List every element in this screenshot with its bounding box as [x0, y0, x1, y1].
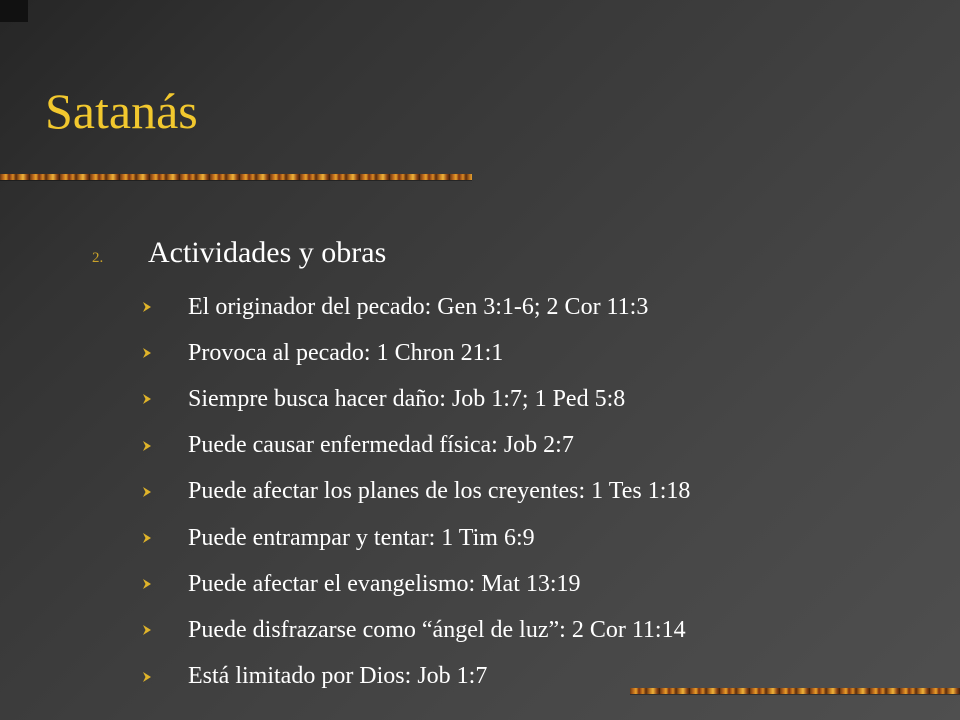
bullet-list [140, 284, 690, 700]
list-item [140, 515, 690, 561]
title-decorative-band [0, 174, 472, 180]
list-item [140, 469, 690, 515]
list-item [140, 376, 690, 422]
list-item-text: Está limitado por Dios: Job 1:7 [188, 663, 488, 690]
list-item-text: Puede entrampar y tentar: 1 Tim 6:9 [188, 524, 535, 551]
list-item [140, 607, 690, 653]
footer-decorative-band [630, 688, 960, 694]
arrow-right-icon [140, 623, 154, 637]
arrow-right-icon [140, 346, 154, 360]
arrow-right-icon [140, 670, 154, 684]
arrow-right-icon [140, 439, 154, 453]
arrow-right-icon [140, 392, 154, 406]
section-number: 2. [92, 250, 104, 266]
arrow-right-icon [140, 531, 154, 545]
list-item [140, 284, 690, 330]
arrow-right-icon [140, 577, 154, 591]
list-item [140, 561, 690, 607]
list-item-text: El originador del pecado: Gen 3:1-6; 2 Cor 11:3 [188, 293, 649, 320]
list-item [140, 330, 690, 376]
slide-title: Satanás [45, 83, 198, 139]
arrow-right-icon [140, 485, 154, 499]
arrow-right-icon [140, 300, 154, 314]
list-item-text: Puede disfrazarse como “ángel de luz”: 2 Cor 11:14 [188, 616, 686, 643]
section-header [92, 236, 386, 269]
list-item-text: Puede afectar los planes de los creyentes: 1 Tes 1:18 [188, 478, 691, 505]
list-item-text: Provoca al pecado: 1 Chron 21:1 [188, 339, 504, 366]
list-item-text: Puede causar enfermedad física: Job 2:7 [188, 432, 574, 459]
corner-decoration [0, 0, 28, 22]
list-item-text: Siempre busca hacer daño: Job 1:7; 1 Ped 5:8 [188, 385, 626, 412]
list-item-text: Puede afectar el evangelismo: Mat 13:19 [188, 570, 581, 597]
section-heading: Actividades y obras [148, 236, 387, 269]
list-item [140, 654, 690, 700]
list-item [140, 423, 690, 469]
